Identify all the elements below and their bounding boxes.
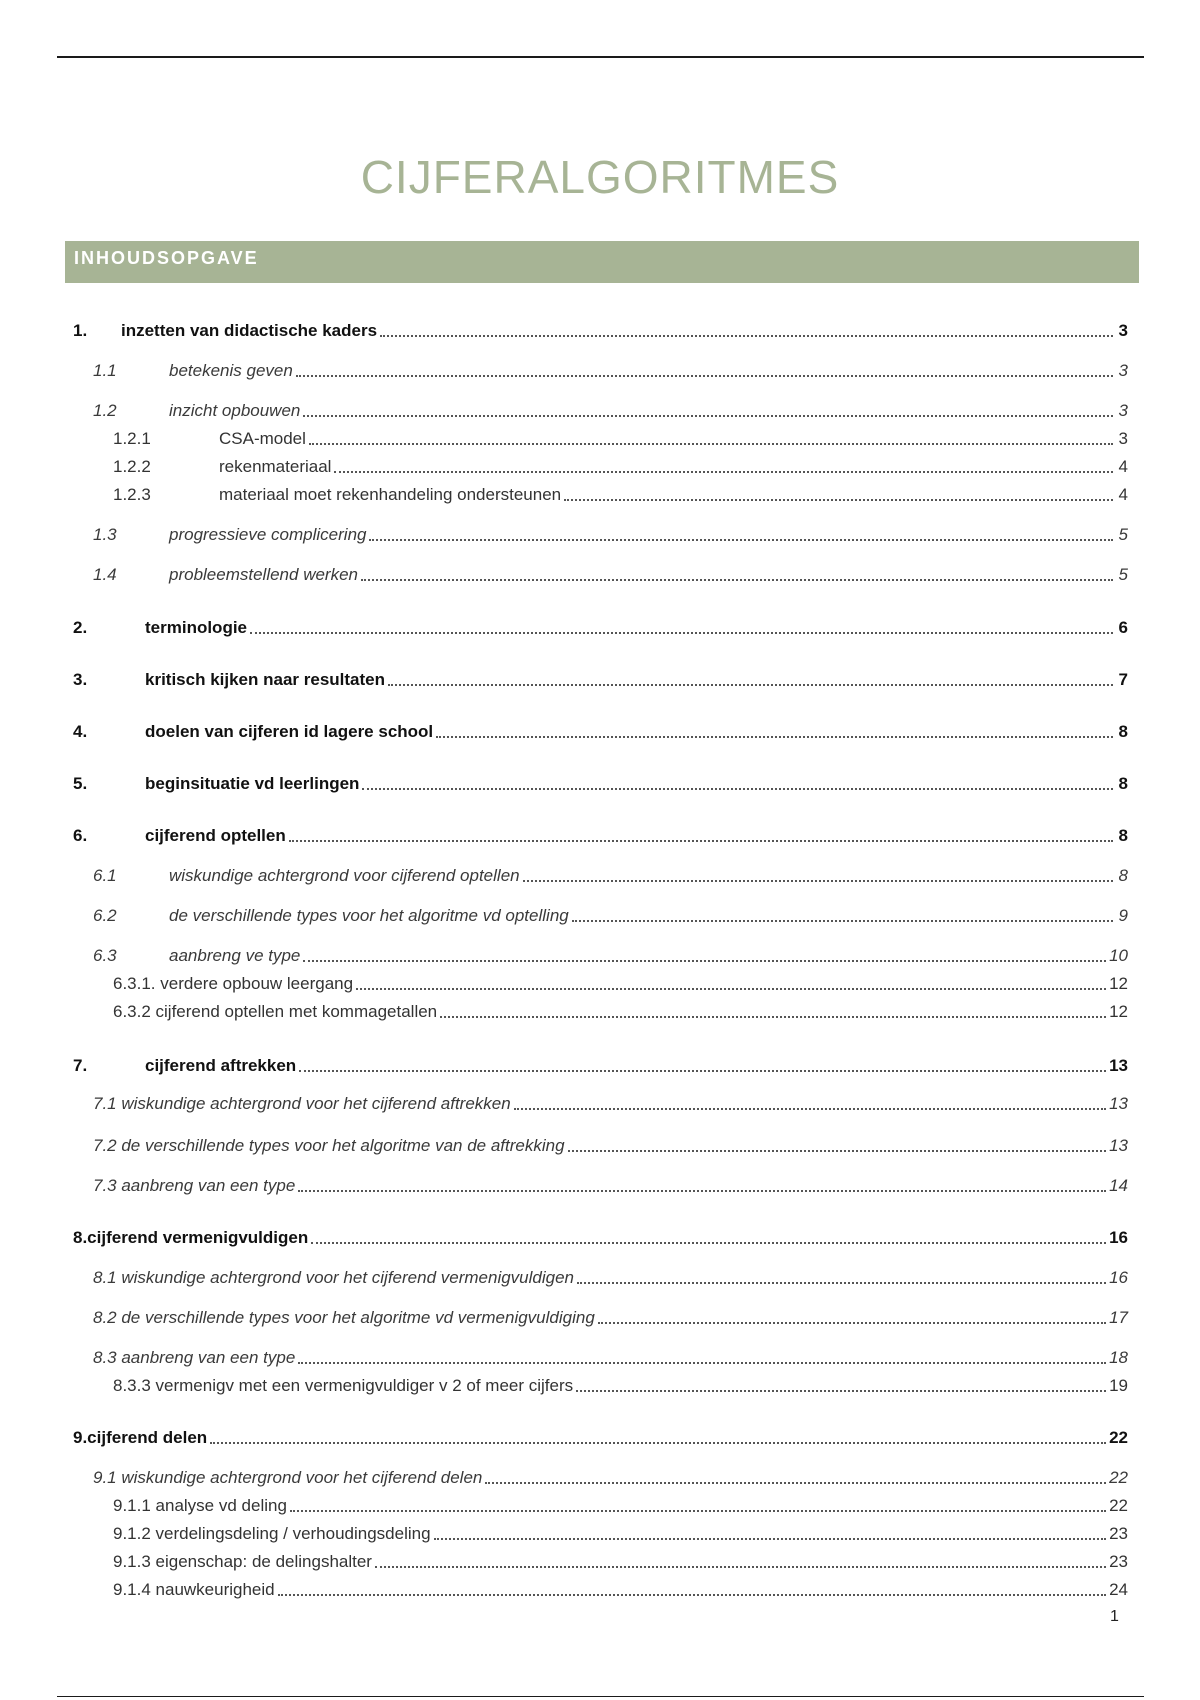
toc-dot-leader <box>210 1442 1106 1444</box>
toc-dot-leader <box>576 1390 1106 1392</box>
toc-entry-number: 6.1 <box>93 866 117 885</box>
toc-entry-page: 3 <box>1118 401 1128 420</box>
toc-entry-title: 8.1 wiskundige achtergrond voor het cijferend vermenigvuldigen <box>93 1268 575 1287</box>
toc-dot-leader <box>250 632 1113 634</box>
toc-entry-title: rekenmateriaal <box>219 457 332 476</box>
toc-entry-page: 8 <box>1118 774 1128 793</box>
toc-entry-title: 9.1.1 analyse vd deling <box>113 1496 287 1515</box>
toc-dot-leader <box>290 1510 1106 1512</box>
toc-dot-leader <box>577 1282 1106 1284</box>
toc-entry-title: inzetten van didactische kaders <box>121 321 378 340</box>
toc-dot-leader <box>296 375 1113 377</box>
toc-entry-title: 9.1 wiskundige achtergrond voor het cijferend delen <box>93 1468 483 1487</box>
toc-dot-leader <box>572 920 1113 922</box>
toc-dot-leader <box>298 1362 1106 1364</box>
toc-entry-title: beginsituatie vd leerlingen <box>145 774 360 793</box>
toc-entry-page: 7 <box>1118 670 1128 689</box>
toc-entry-page: 12 <box>1109 974 1128 993</box>
toc-dot-leader <box>485 1482 1106 1484</box>
toc-entry-page: 3 <box>1118 321 1128 340</box>
toc-entry-number: 1.2.1 <box>113 429 151 448</box>
toc-entry-number: 1.1 <box>93 361 117 380</box>
toc-entry-page: 5 <box>1118 525 1128 544</box>
toc-entry-title: 9.cijferend delen <box>73 1428 208 1447</box>
toc-entry-number: 1.4 <box>93 565 117 584</box>
toc-entry-page: 5 <box>1118 565 1128 584</box>
toc-entry-title: progressieve complicering <box>169 525 367 544</box>
toc-entry-title: probleemstellend werken <box>169 565 358 584</box>
page-number: 1 <box>1110 1608 1119 1625</box>
toc-entry-title: materiaal moet rekenhandeling ondersteunen <box>219 485 562 504</box>
toc-entry-title: 9.1.2 verdelingsdeling / verhoudingsdeling <box>113 1524 431 1543</box>
toc-entry-title: aanbreng ve type <box>169 946 301 965</box>
toc-entry[interactable] <box>73 615 1128 641</box>
toc-entry-title: betekenis geven <box>169 361 293 380</box>
toc-entry-title: 7.2 de verschillende types voor het algoritme van de aftrekking <box>93 1136 565 1155</box>
toc-entry-page: 14 <box>1109 1176 1128 1195</box>
toc-entry[interactable] <box>113 426 1128 452</box>
toc-entry-number: 7. <box>73 1056 88 1075</box>
toc-entry-number: 6.3 <box>93 946 117 965</box>
toc-entry-number: 6.2 <box>93 906 117 925</box>
toc-entry-page: 3 <box>1118 429 1128 448</box>
toc-entry-page: 23 <box>1109 1552 1128 1571</box>
toc-dot-leader <box>369 539 1113 541</box>
toc-dot-leader <box>309 443 1113 445</box>
toc-entry-page: 24 <box>1109 1580 1128 1599</box>
toc-entry-number: 1.2.2 <box>113 457 151 476</box>
toc-entry[interactable] <box>73 771 1128 797</box>
toc-entry[interactable] <box>113 999 1128 1025</box>
toc-entry-title: CSA-model <box>219 429 306 448</box>
toc-dot-leader <box>375 1566 1106 1568</box>
toc-entry[interactable] <box>93 1265 1128 1291</box>
toc-entry[interactable] <box>113 482 1128 508</box>
toc-entry-title: wiskundige achtergrond voor cijferend optellen <box>169 866 520 885</box>
toc-entry[interactable] <box>93 562 1128 588</box>
toc-entry-title: cijferend aftrekken <box>145 1056 297 1075</box>
toc-entry[interactable] <box>113 1493 1128 1519</box>
toc-entry-title: 9.1.4 nauwkeurigheid <box>113 1580 275 1599</box>
toc-entry-page: 13 <box>1109 1056 1128 1075</box>
toc-entry[interactable] <box>93 1133 1128 1159</box>
toc-entry-number: 1.3 <box>93 525 117 544</box>
toc-entry[interactable] <box>113 454 1128 480</box>
toc-dot-leader <box>564 499 1113 501</box>
toc-entry-title: 8.3 aanbreng van een type <box>93 1348 296 1367</box>
toc-entry-title: 8.3.3 vermenigv met een vermenigvuldiger v 2 of meer cijfers <box>113 1376 574 1395</box>
toc-dot-leader <box>334 471 1113 473</box>
toc-entry-number: 1.2 <box>93 401 117 420</box>
toc-entry-title: cijferend optellen <box>145 826 286 845</box>
toc-entry[interactable] <box>73 667 1128 693</box>
toc-entry-page: 3 <box>1118 361 1128 380</box>
toc-entry-title: kritisch kijken naar resultaten <box>145 670 385 689</box>
toc-dot-leader <box>434 1538 1107 1540</box>
toc-entry-page: 22 <box>1109 1468 1128 1487</box>
toc-entry[interactable] <box>93 903 1128 929</box>
toc-entry-title: de verschillende types voor het algoritme vd optelling <box>169 906 569 925</box>
toc-entry[interactable] <box>93 1173 1128 1199</box>
toc-entry[interactable] <box>73 318 1128 344</box>
toc-entry-title: 7.1 wiskundige achtergrond voor het cijferend aftrekken <box>93 1094 511 1113</box>
toc-dot-leader <box>356 988 1106 990</box>
toc-entry-page: 12 <box>1109 1002 1128 1021</box>
toc-entry-number: 4. <box>73 722 88 741</box>
toc-entry-number: 5. <box>73 774 88 793</box>
toc-entry[interactable] <box>93 1091 1128 1117</box>
toc-entry[interactable] <box>113 1549 1128 1575</box>
toc-entry[interactable] <box>73 1053 1128 1079</box>
toc-entry-title: 8.2 de verschillende types voor het algoritme vd vermenigvuldiging <box>93 1308 595 1327</box>
toc-entry[interactable] <box>93 1305 1128 1331</box>
toc-dot-leader <box>388 684 1113 686</box>
toc-entry-page: 8 <box>1118 866 1128 885</box>
toc-entry-page: 4 <box>1118 485 1128 504</box>
toc-entry-page: 16 <box>1109 1228 1128 1247</box>
toc-dot-leader <box>362 788 1113 790</box>
toc-entry[interactable] <box>73 719 1128 745</box>
toc-dot-leader <box>311 1242 1106 1244</box>
toc-entry[interactable] <box>73 823 1128 849</box>
toc-entry-number: 1.2.3 <box>113 485 151 504</box>
header-rule <box>57 56 1144 58</box>
toc-entry-page: 4 <box>1118 457 1128 476</box>
toc-dot-leader <box>303 415 1113 417</box>
toc-entry-number: 1. <box>73 321 88 340</box>
toc-dot-leader <box>298 1190 1106 1192</box>
toc-entry[interactable] <box>93 943 1128 969</box>
toc-entry[interactable] <box>113 1373 1128 1399</box>
toc-entry[interactable] <box>93 358 1128 384</box>
toc-dot-leader <box>598 1322 1106 1324</box>
toc-entry-number: 3. <box>73 670 88 689</box>
toc-entry-title: 6.3.2 cijferend optellen met kommagetallen <box>113 1002 438 1021</box>
toc-heading: INHOUDSOPGAVE <box>65 241 1139 283</box>
toc-entry-page: 6 <box>1118 618 1128 637</box>
toc-dot-leader <box>361 579 1113 581</box>
toc-entry[interactable] <box>93 1465 1128 1491</box>
toc-entry-page: 16 <box>1109 1268 1128 1287</box>
toc-entry[interactable] <box>93 398 1128 424</box>
toc-dot-leader <box>278 1594 1106 1596</box>
toc-entry-title: inzicht opbouwen <box>169 401 301 420</box>
toc-entry[interactable] <box>93 522 1128 548</box>
toc-entry-page: 22 <box>1109 1496 1128 1515</box>
toc-entry[interactable] <box>113 971 1128 997</box>
toc-dot-leader <box>380 335 1113 337</box>
toc-entry-page: 13 <box>1109 1136 1128 1155</box>
toc-entry[interactable] <box>93 863 1128 889</box>
toc-entry-title: 7.3 aanbreng van een type <box>93 1176 296 1195</box>
toc-entry-title: 6.3.1. verdere opbouw leergang <box>113 974 354 993</box>
toc-entry-page: 13 <box>1109 1094 1128 1113</box>
toc-entry[interactable] <box>73 1225 1128 1251</box>
toc-dot-leader <box>568 1150 1107 1152</box>
toc-dot-leader <box>440 1016 1106 1018</box>
toc-entry-page: 10 <box>1109 946 1128 965</box>
toc-dot-leader <box>299 1070 1106 1072</box>
toc-entry-number: 2. <box>73 618 88 637</box>
toc-entry-page: 8 <box>1118 722 1128 741</box>
toc-entry-page: 19 <box>1109 1376 1128 1395</box>
toc-entry[interactable] <box>113 1577 1128 1603</box>
toc-dot-leader <box>436 736 1113 738</box>
toc-entry[interactable] <box>113 1521 1128 1547</box>
footer-rule <box>57 1696 1144 1697</box>
toc-dot-leader <box>514 1108 1106 1110</box>
toc-entry-page: 17 <box>1109 1308 1128 1327</box>
document-title: CIJFERALGORITMES <box>360 151 840 203</box>
toc-entry-page: 8 <box>1118 826 1128 845</box>
toc-entry-number: 6. <box>73 826 88 845</box>
toc-entry[interactable] <box>73 1425 1128 1451</box>
toc-entry-page: 23 <box>1109 1524 1128 1543</box>
toc-entry-title: doelen van cijferen id lagere school <box>145 722 434 741</box>
toc-dot-leader <box>303 960 1106 962</box>
toc-entry-page: 18 <box>1109 1348 1128 1367</box>
toc-entry-page: 22 <box>1109 1428 1128 1447</box>
toc-dot-leader <box>289 840 1113 842</box>
toc-entry-title: terminologie <box>145 618 248 637</box>
toc-entry-title: 8.cijferend vermenigvuldigen <box>73 1228 309 1247</box>
toc-entry-page: 9 <box>1118 906 1128 925</box>
toc-entry[interactable] <box>93 1345 1128 1371</box>
toc-dot-leader <box>523 880 1113 882</box>
toc-entry-title: 9.1.3 eigenschap: de delingshalter <box>113 1552 372 1571</box>
